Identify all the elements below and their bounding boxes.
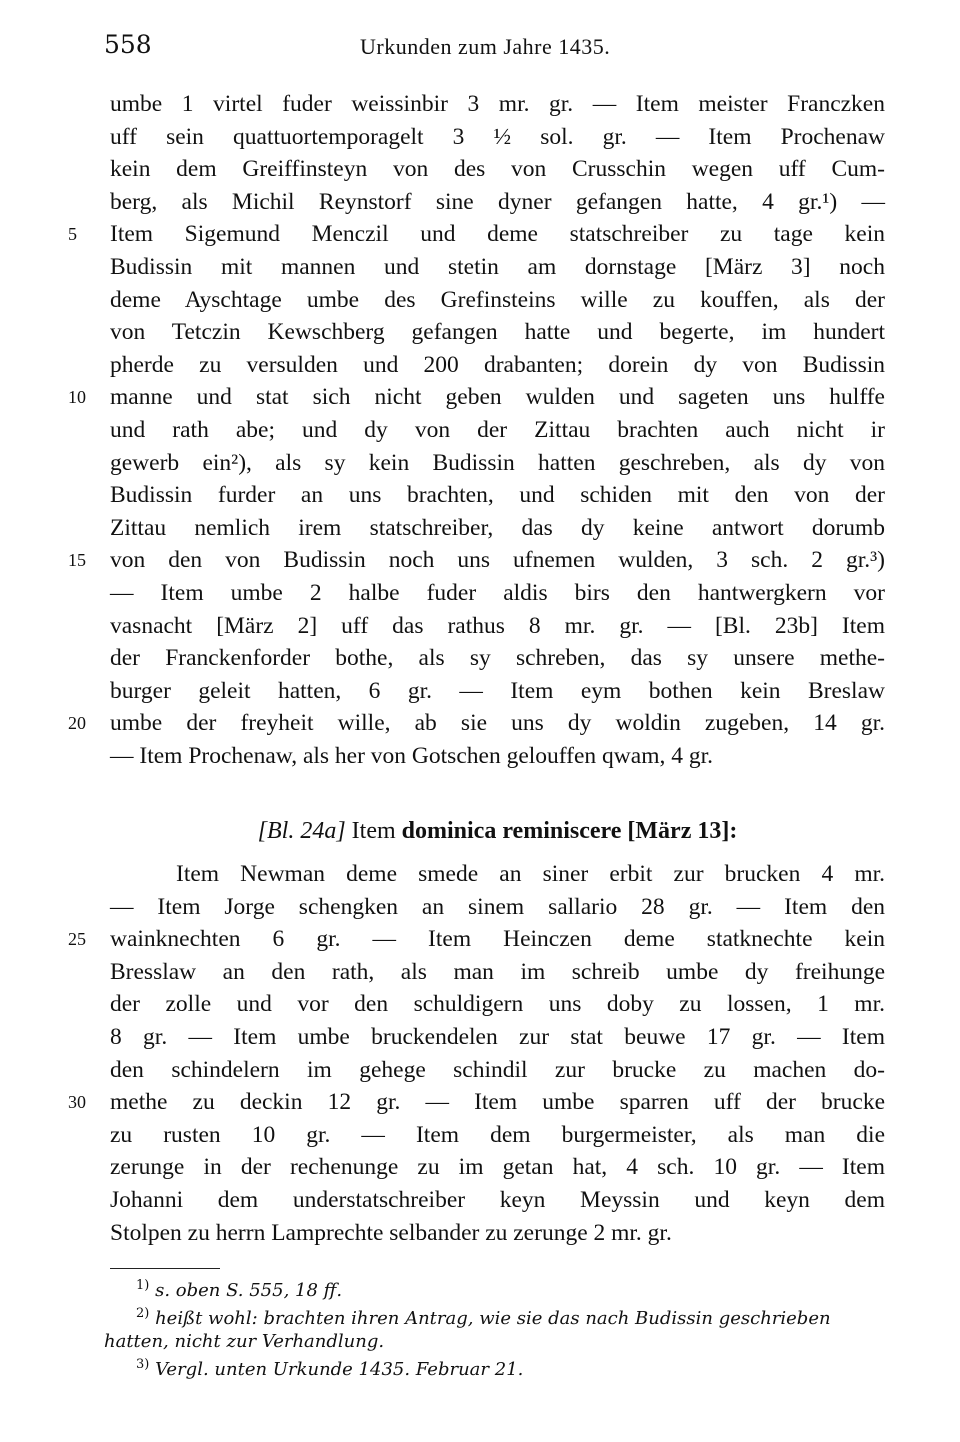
line-text: vasnacht [März 2] uff das rathus 8 mr. gr. — [Bl. 23b] Item	[110, 612, 885, 639]
footnote-2-text-b: hatten, nicht zur Verhandlung.	[104, 1331, 385, 1352]
line-text: gewerb ein²), als sy kein Budissin hatten geschreben, als dy von	[110, 449, 885, 476]
text-line	[110, 316, 885, 349]
line-number: 5	[68, 224, 77, 245]
line-text: Bresslaw an den rath, als man im schreib umbe dy freihunge	[110, 958, 885, 985]
text-line	[68, 218, 885, 251]
heading-item: Item	[351, 818, 396, 844]
line-number: 25	[68, 929, 86, 950]
line-text: burger geleit hatten, 6 gr. — Item eym bothen kein Breslaw	[110, 677, 885, 704]
line-text: und rath abe; und dy von der Zittau brachten auch nicht ir	[110, 416, 885, 443]
text-block-2	[68, 858, 885, 1249]
line-text: umbe 1 virtel fuder weissinbir 3 mr. gr. — Item meister Franczken	[110, 91, 885, 117]
text-line	[110, 186, 885, 219]
line-number: 20	[68, 713, 86, 734]
footnote-3-text: Vergl. unten Urkunde 1435. Februar 21.	[155, 1359, 524, 1380]
footnotes	[104, 1274, 884, 1381]
text-line	[110, 577, 885, 610]
line-text: deme Ayschtage umbe des Grefinsteins wille zu kouffen, als der	[110, 286, 885, 313]
text-line	[110, 1217, 885, 1250]
text-line	[68, 707, 885, 740]
text-line	[110, 284, 885, 317]
line-text: 8 gr. — Item umbe bruckendelen zur stat beuwe 17 gr. — Item	[110, 1023, 885, 1050]
page-number: 558	[104, 30, 152, 59]
line-text: manne und stat sich nicht geben wulden und sageten uns hulffe	[110, 384, 885, 411]
text-line	[110, 740, 885, 773]
line-text: berg, als Michil Reynstorf sine dyner gefangen hatte, 4 gr.¹) —	[110, 188, 885, 215]
text-line	[68, 1086, 885, 1119]
text-line	[110, 251, 885, 284]
text-line	[110, 1184, 885, 1217]
line-text: — Item Prochenaw, als her von Gotschen gelouffen qwam, 4 gr.	[110, 742, 714, 769]
text-line	[110, 153, 885, 186]
text-line	[110, 414, 885, 447]
text-line	[68, 381, 885, 414]
folio-reference: [Bl. 24a]	[257, 818, 346, 844]
footnote-2-continuation	[104, 1330, 884, 1353]
text-line	[110, 121, 885, 154]
text-line	[110, 642, 885, 675]
text-line	[110, 1021, 885, 1054]
line-text: zu rusten 10 gr. — Item dem burgermeister, als man die	[110, 1121, 885, 1148]
text-line	[110, 349, 885, 382]
line-text: umbe der freyheit wille, ab sie uns dy woldin zugeben, 14 gr.	[110, 710, 885, 737]
text-line	[110, 858, 885, 891]
line-text: — Item umbe 2 halbe fuder aldis birs den hantwergkern vor	[110, 579, 885, 606]
text-line	[110, 1119, 885, 1152]
text-line	[110, 88, 885, 121]
line-text: zerunge in der rechenunge zu im getan hat, 4 sch. 10 gr. — Item	[110, 1154, 885, 1181]
text-block-1	[68, 88, 885, 772]
text-line	[110, 675, 885, 708]
line-text: Item Newman deme smede an siner erbit zur brucken 4 mr.	[176, 861, 885, 887]
line-number: 10	[68, 387, 86, 408]
text-line	[110, 1151, 885, 1184]
text-line	[110, 610, 885, 643]
heading-title: dominica reminiscere [März 13]:	[401, 818, 738, 844]
text-line	[110, 512, 885, 545]
line-text: pherde zu versulden und 200 drabanten; dorein dy von Budissin	[110, 351, 885, 378]
line-text: Item Sigemund Menczil und deme statschreiber zu tage kein	[110, 221, 885, 248]
text-line	[68, 544, 885, 577]
footnote-3	[104, 1353, 884, 1381]
line-text: den schindelern im gehege schindil zur brucke zu machen do-	[110, 1056, 885, 1083]
footnote-1-mark: 1)	[136, 1278, 150, 1293]
footnote-3-mark: 3)	[136, 1357, 150, 1372]
line-text: uff sein quattuortemporagelt 3 ½ sol. gr. — Item Prochenaw	[110, 123, 885, 150]
text-line	[110, 1054, 885, 1087]
line-text: — Item Jorge schengken an sinem sallario 28 gr. — Item den	[110, 893, 885, 920]
text-line	[68, 923, 885, 956]
section-heading	[110, 818, 885, 845]
text-line	[110, 447, 885, 480]
footnote-2	[104, 1302, 884, 1330]
footnote-rule	[110, 1268, 220, 1269]
text-line	[110, 891, 885, 924]
line-text: Johanni dem understatschreiber keyn Meyssin und keyn dem	[110, 1186, 885, 1213]
line-text: methe zu deckin 12 gr. — Item umbe sparren uff der brucke	[110, 1089, 885, 1116]
line-text: Budissin mit mannen und stetin am dornstage [März 3] noch	[110, 253, 885, 280]
running-title: Urkunden zum Jahre 1435.	[360, 34, 611, 59]
footnote-2-mark: 2)	[136, 1306, 150, 1321]
line-text: von den von Budissin noch uns ufnemen wulden, 3 sch. 2 gr.³)	[110, 547, 885, 574]
text-line	[110, 988, 885, 1021]
line-number: 30	[68, 1092, 86, 1113]
line-text: wainknechten 6 gr. — Item Heinczen deme statknechte kein	[110, 926, 885, 953]
text-line	[110, 956, 885, 989]
text-line	[110, 479, 885, 512]
footnote-2-text-a: heißt wohl: brachten ihren Antrag, wie sie das nach Budissin geschrieben	[155, 1308, 831, 1329]
line-text: kein dem Greiffinsteyn von des von Crusschin wegen uff Cum-	[110, 156, 885, 183]
line-text: von Tetczin Kewschberg gefangen hatte und begerte, im hundert	[110, 319, 885, 346]
line-text: Stolpen zu herrn Lamprechte selbander zu zerunge 2 mr. gr.	[110, 1219, 672, 1246]
footnote-1-text: s. oben S. 555, 18 ff.	[155, 1280, 343, 1301]
line-text: Zittau nemlich irem statschreiber, das dy keine antwort dorumb	[110, 514, 885, 541]
footnote-1	[104, 1274, 884, 1302]
line-text: der zolle und vor den schuldigern uns doby zu lossen, 1 mr.	[110, 991, 885, 1018]
line-text: der Franckenforder bothe, als sy schreben, das sy unsere methe-	[110, 645, 885, 672]
line-text: Budissin furder an uns brachten, und schiden mit den von der	[110, 482, 885, 509]
line-number: 15	[68, 550, 86, 571]
